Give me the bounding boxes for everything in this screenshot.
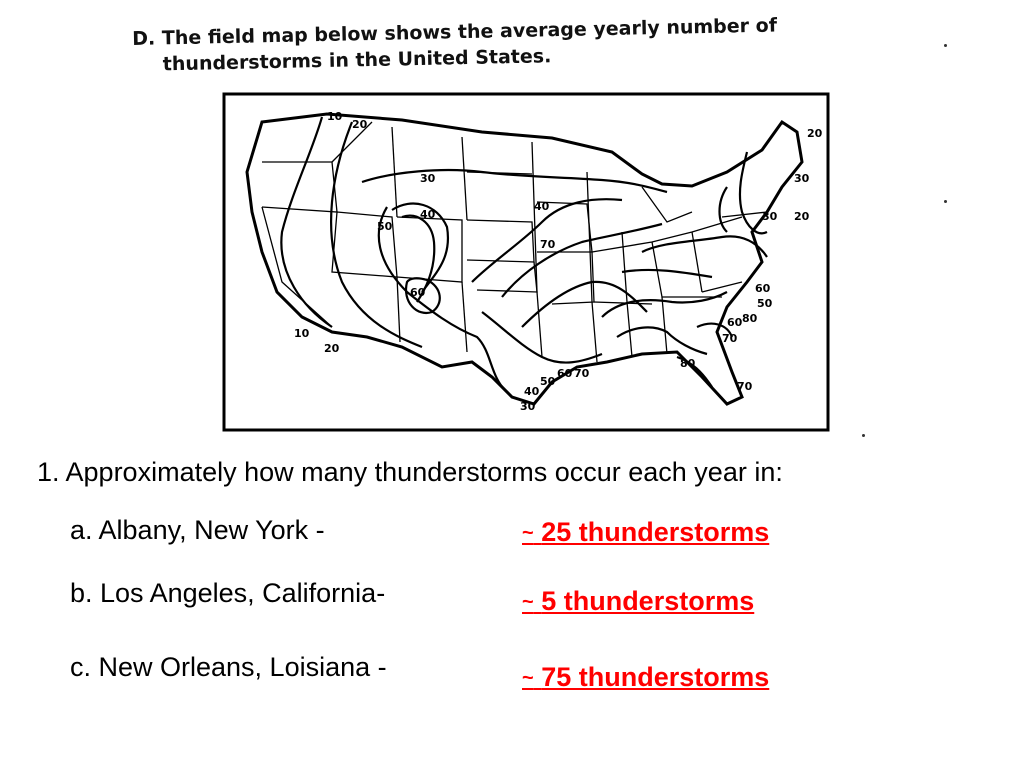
answer-c-tilde: ~ (522, 667, 534, 689)
contour-label: 20 (794, 210, 810, 223)
contour-label: 70 (722, 332, 738, 345)
worksheet-heading (132, 11, 853, 78)
contour-label: 50 (377, 220, 393, 233)
answer-b-tilde: ~ (522, 591, 534, 613)
contour-label: 60 (410, 286, 426, 299)
contour-label: 30 (762, 210, 778, 223)
contour-label: 50 (757, 297, 773, 310)
contour-label: 40 (420, 208, 436, 221)
contour-label: 60 (727, 316, 743, 329)
heading-line-1: D. The field map below shows the average yearly number of (132, 14, 778, 50)
contour-label: 10 (327, 110, 343, 123)
contour-label: 60 (755, 282, 771, 295)
contour-label: 20 (352, 118, 368, 131)
contour-label: 30 (794, 172, 810, 185)
answer-c-text: 75 thunderstorms (541, 662, 770, 692)
question-item-a: a. Albany, New York - (70, 515, 325, 545)
contour-label: 40 (524, 385, 540, 398)
scan-speck (862, 434, 865, 437)
question-prompt: 1. Approximately how many thunderstorms occur each year in: (37, 457, 783, 487)
contour-label: 10 (294, 327, 310, 340)
answer-b (522, 584, 754, 619)
answer-c (522, 660, 769, 695)
contour-label: 70 (737, 380, 753, 393)
heading-line-2: thunderstorms in the United States. (162, 45, 552, 76)
contour-label: 80 (680, 357, 696, 370)
us-contour-map-svg (222, 92, 830, 432)
answer-b-text: 5 thunderstorms (541, 586, 755, 616)
contour-label: 30 (420, 172, 436, 185)
scan-speck (944, 200, 947, 203)
contour-label: 20 (807, 127, 823, 140)
answer-a-tilde: ~ (522, 522, 534, 544)
scan-speck (944, 44, 947, 47)
contour-label: 40 (534, 200, 550, 213)
thunderstorm-field-map (222, 92, 830, 432)
contour-label: 70 (574, 367, 590, 380)
contour-label: 60 (557, 367, 573, 380)
question-item-b: b. Los Angeles, California- (70, 578, 386, 608)
contour-label: 20 (324, 342, 340, 355)
contour-label: 50 (540, 375, 556, 388)
contour-label: 80 (742, 312, 758, 325)
contour-label: 70 (540, 238, 556, 251)
question-item-c: c. New Orleans, Loisiana - (70, 652, 387, 682)
contour-label: 30 (520, 400, 536, 413)
answer-a-text: 25 thunderstorms (541, 517, 770, 547)
answer-a (522, 515, 769, 550)
